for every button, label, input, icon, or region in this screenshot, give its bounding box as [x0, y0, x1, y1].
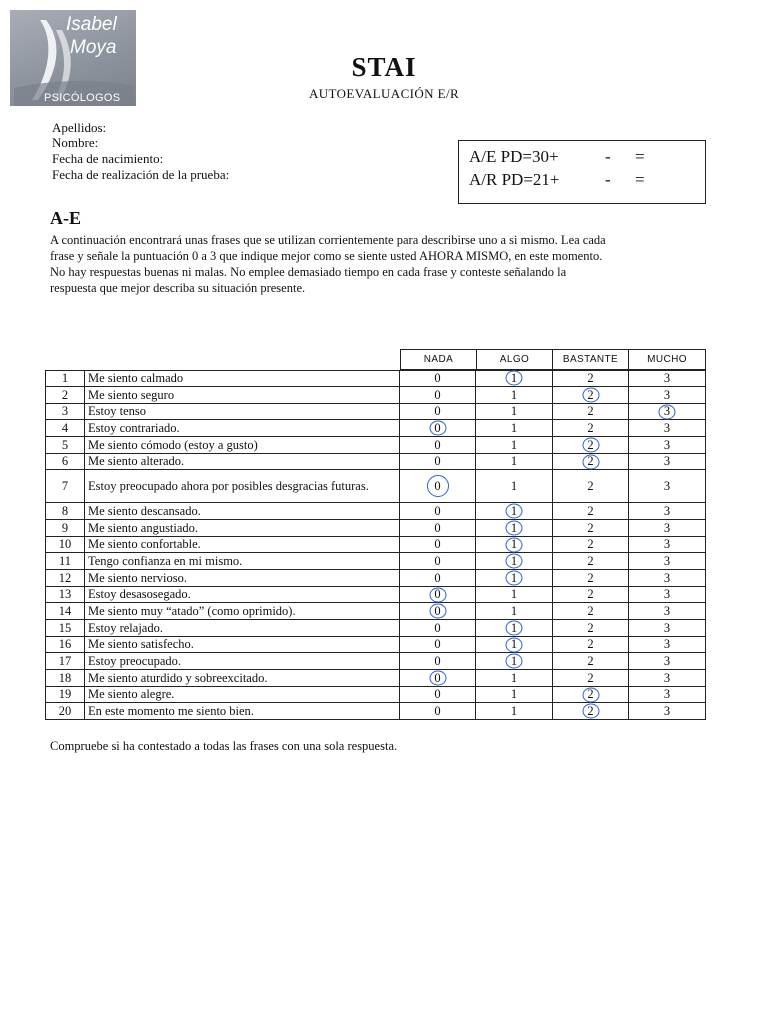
selected-mark-icon: [429, 587, 446, 602]
item-statement: Me siento aturdido y sobreexcitado.: [85, 670, 400, 686]
option-value: 0: [434, 703, 441, 718]
option-value: 1: [510, 387, 518, 402]
option-value: 0: [434, 503, 441, 518]
option-value: 3: [663, 520, 671, 535]
item-number: 9: [45, 520, 85, 536]
item-number: 4: [45, 420, 85, 436]
option-value: 3: [663, 478, 671, 493]
option-value: 0: [434, 604, 440, 619]
option-value: 0: [434, 454, 441, 468]
table-row: [45, 470, 706, 503]
option-value: 3: [663, 687, 671, 701]
item-statement: Estoy contrariado.: [85, 420, 400, 436]
option-value: 3: [663, 454, 671, 468]
item-statement: Me siento calmado: [85, 370, 400, 386]
item-number: 11: [45, 553, 85, 569]
option-value: 2: [587, 503, 594, 518]
answer-option[interactable]: [476, 637, 553, 652]
selected-mark-icon: [582, 704, 599, 719]
option-value: 0: [434, 620, 441, 635]
option-value: 0: [434, 421, 440, 436]
answer-option[interactable]: [629, 603, 706, 619]
item-statement: Me siento alegre.: [85, 687, 400, 702]
answer-option[interactable]: [400, 387, 476, 403]
answer-option[interactable]: [476, 520, 553, 536]
score-dash: -: [605, 147, 611, 166]
selected-mark-icon: [429, 671, 446, 686]
table-row: [45, 637, 706, 653]
item-number: 18: [45, 670, 85, 686]
item-statement: Estoy preocupado ahora por posibles desgracias futuras.: [85, 470, 400, 502]
answer-option[interactable]: [629, 620, 706, 636]
answer-option[interactable]: [629, 387, 706, 403]
item-statement: Me siento nervioso.: [85, 570, 400, 586]
item-statement: Estoy desasosegado.: [85, 587, 400, 602]
item-number: 19: [45, 687, 85, 702]
score-dash: -: [605, 170, 611, 189]
option-value: 2: [587, 454, 593, 469]
option-value: 2: [587, 420, 594, 435]
item-number: 7: [45, 470, 85, 502]
answer-option[interactable]: [476, 687, 553, 702]
option-value: 1: [511, 521, 517, 536]
answer-option[interactable]: [476, 537, 553, 552]
option-value: 0: [434, 570, 441, 585]
answer-option[interactable]: [629, 420, 706, 436]
item-number: 13: [45, 587, 85, 602]
option-value: 0: [434, 479, 440, 494]
table-row: [45, 670, 706, 687]
answer-option[interactable]: [476, 570, 553, 586]
option-value: 3: [663, 653, 671, 668]
answer-option[interactable]: [400, 587, 476, 602]
table-row: [45, 603, 706, 620]
item-statement: Me siento alterado.: [85, 454, 400, 469]
item-statement: Estoy tenso: [85, 404, 400, 419]
option-value: 3: [663, 670, 671, 685]
answer-option[interactable]: [400, 653, 476, 669]
field-fecha-nacimiento[interactable]: Fecha de nacimiento:: [52, 151, 164, 166]
option-value: 1: [511, 537, 517, 552]
table-row: [45, 553, 706, 570]
header-algo: ALGO: [476, 349, 553, 370]
answer-option[interactable]: [553, 637, 629, 652]
answer-option[interactable]: [629, 470, 706, 502]
option-value: 2: [587, 370, 594, 385]
answer-option[interactable]: [476, 503, 553, 519]
selected-mark-icon: [506, 504, 523, 519]
answer-option[interactable]: [629, 503, 706, 519]
answer-option[interactable]: [400, 470, 476, 502]
selected-mark-icon: [506, 554, 523, 569]
item-number: 14: [45, 603, 85, 619]
answer-option[interactable]: [553, 670, 629, 686]
answer-option[interactable]: [629, 587, 706, 602]
option-value: 3: [663, 570, 671, 585]
answer-option[interactable]: [629, 520, 706, 536]
header-mucho: MUCHO: [628, 349, 706, 370]
table-row: [45, 620, 706, 637]
table-row: [45, 370, 706, 387]
option-value: 0: [434, 671, 440, 686]
option-value: 3: [663, 537, 671, 551]
option-value: 1: [511, 637, 517, 652]
option-value: 3: [664, 404, 670, 419]
answer-option[interactable]: [400, 520, 476, 536]
item-statement: Me siento descansado.: [85, 503, 400, 519]
option-value: 0: [434, 520, 441, 535]
answer-option[interactable]: [476, 587, 553, 602]
score-box: [458, 140, 706, 204]
table-row: [45, 503, 706, 520]
answer-option[interactable]: [400, 570, 476, 586]
answer-option[interactable]: [629, 404, 706, 419]
option-value: 1: [510, 420, 518, 435]
option-value: 2: [587, 587, 594, 601]
answer-option[interactable]: [629, 570, 706, 586]
answer-option[interactable]: [553, 404, 629, 419]
answer-option[interactable]: [553, 387, 629, 403]
option-value: 1: [511, 571, 517, 586]
instructions-line: respuesta que mejor describa su situación presente.: [50, 281, 306, 295]
selected-mark-icon: [429, 604, 446, 619]
option-value: 0: [434, 370, 441, 385]
option-value: 3: [663, 387, 671, 402]
option-value: 1: [511, 654, 517, 669]
option-value: 1: [510, 478, 518, 493]
option-value: 2: [587, 520, 594, 535]
score-equals: =: [635, 170, 645, 189]
option-value: 2: [587, 704, 593, 719]
answer-option[interactable]: [400, 637, 476, 652]
option-value: 2: [587, 687, 593, 702]
selected-mark-icon: [582, 454, 599, 469]
header-bastante: BASTANTE: [552, 349, 629, 370]
item-statement: Me siento angustiado.: [85, 520, 400, 536]
selected-mark-icon: [582, 438, 599, 453]
option-value: 1: [510, 454, 518, 468]
answer-option[interactable]: [553, 437, 629, 453]
answer-option[interactable]: [400, 404, 476, 419]
option-value: 1: [511, 371, 517, 386]
answer-option[interactable]: [629, 670, 706, 686]
selected-mark-icon: [427, 475, 449, 497]
section-title: A-E: [50, 208, 81, 228]
selected-mark-icon: [429, 421, 446, 436]
table-row: [45, 703, 706, 720]
selected-mark-icon: [659, 404, 676, 419]
item-number: 8: [45, 503, 85, 519]
answer-option[interactable]: [400, 553, 476, 569]
item-statement: Estoy relajado.: [85, 620, 400, 636]
answer-option[interactable]: [553, 520, 629, 536]
option-value: 0: [434, 587, 440, 602]
item-number: 6: [45, 454, 85, 469]
table-row: [45, 437, 706, 454]
selected-mark-icon: [506, 521, 523, 536]
option-value: 2: [587, 438, 593, 453]
answer-option[interactable]: [476, 404, 553, 419]
header-nada: NADA: [400, 349, 477, 370]
answer-option[interactable]: [400, 537, 476, 552]
answer-option[interactable]: [553, 703, 629, 719]
option-value: 0: [434, 687, 441, 701]
option-value: 0: [434, 537, 441, 551]
answer-option[interactable]: [400, 620, 476, 636]
answer-option[interactable]: [476, 437, 553, 453]
answer-option[interactable]: [476, 620, 553, 636]
option-value: 2: [587, 404, 594, 418]
option-value: 2: [587, 670, 594, 685]
item-number: 16: [45, 637, 85, 652]
answer-option[interactable]: [476, 387, 553, 403]
answer-option[interactable]: [629, 703, 706, 719]
option-value: 2: [587, 653, 594, 668]
answer-option[interactable]: [476, 653, 553, 669]
option-value: 1: [510, 437, 518, 452]
selected-mark-icon: [506, 537, 523, 552]
table-row: [45, 570, 706, 587]
answer-option[interactable]: [400, 670, 476, 686]
selected-mark-icon: [506, 621, 523, 636]
answer-option[interactable]: [476, 603, 553, 619]
table-row: [45, 687, 706, 703]
field-nombre[interactable]: Nombre:: [52, 135, 99, 150]
option-value: 0: [434, 553, 441, 568]
option-value: 1: [511, 554, 517, 569]
item-statement: Me siento satisfecho.: [85, 637, 400, 652]
option-value: 0: [434, 387, 441, 402]
selected-mark-icon: [506, 637, 523, 652]
item-statement: Me siento muy “atado” (como oprimido).: [85, 603, 400, 619]
page-subtitle: AUTOEVALUACIÓN E/R: [308, 86, 460, 101]
item-statement: En este momento me siento bien.: [85, 703, 400, 719]
logo-name-line1: Isabel: [66, 14, 117, 35]
selected-mark-icon: [506, 371, 523, 386]
instructions-line: frase y señale la puntuación 0 a 3 que indique mejor como se siente usted AHORA MISMO, en este momento.: [50, 249, 603, 263]
answer-option[interactable]: [553, 570, 629, 586]
option-value: 3: [663, 437, 671, 452]
answer-option[interactable]: [553, 470, 629, 502]
score-label: A/R PD=21+: [469, 170, 560, 189]
table-row: [45, 387, 706, 404]
answer-option[interactable]: [629, 437, 706, 453]
answer-option[interactable]: [476, 703, 553, 719]
answer-option[interactable]: [553, 537, 629, 552]
item-number: 12: [45, 570, 85, 586]
answer-option[interactable]: [629, 454, 706, 469]
answer-option[interactable]: [476, 370, 553, 386]
option-value: 3: [663, 370, 671, 385]
item-statement: Tengo confianza en mi mismo.: [85, 553, 400, 569]
option-value: 0: [434, 404, 441, 418]
option-value: 2: [587, 637, 594, 651]
option-value: 0: [434, 437, 441, 452]
option-value: 2: [587, 553, 594, 568]
option-value: 1: [511, 621, 517, 636]
table-row: [45, 404, 706, 420]
answer-option[interactable]: [400, 437, 476, 453]
option-value: 2: [587, 478, 594, 493]
answer-option[interactable]: [476, 553, 553, 569]
answer-option[interactable]: [400, 503, 476, 519]
answer-option[interactable]: [553, 587, 629, 602]
answer-option[interactable]: [629, 653, 706, 669]
option-value: 3: [663, 703, 671, 718]
option-value: 1: [510, 603, 518, 618]
option-value: 2: [587, 620, 594, 635]
answer-option[interactable]: [476, 670, 553, 686]
answer-option[interactable]: [400, 454, 476, 469]
option-value: 0: [434, 653, 441, 668]
option-value: 1: [510, 687, 518, 701]
field-apellidos[interactable]: Apellidos:: [52, 120, 107, 135]
answer-option[interactable]: [629, 637, 706, 652]
answer-option[interactable]: [400, 703, 476, 719]
field-fecha-prueba[interactable]: Fecha de realización de la prueba:: [52, 167, 230, 182]
option-value: 3: [663, 553, 671, 568]
instructions-line: No hay respuestas buenas ni malas. No emplee demasiado tiempo en cada frase y conteste señalando la: [50, 265, 567, 279]
option-value: 3: [663, 587, 671, 601]
logo-subtitle: PSICÓLOGOS: [44, 92, 121, 104]
item-statement: Me siento seguro: [85, 387, 400, 403]
table-row: [45, 587, 706, 603]
item-number: 5: [45, 437, 85, 453]
selected-mark-icon: [506, 654, 523, 669]
option-value: 3: [663, 503, 671, 518]
answer-option[interactable]: [400, 603, 476, 619]
option-value: 1: [511, 504, 517, 519]
answer-option[interactable]: [629, 537, 706, 552]
item-number: 15: [45, 620, 85, 636]
logo-name-line2: Moya: [70, 37, 117, 58]
answer-option[interactable]: [629, 687, 706, 702]
table-row: [45, 454, 706, 470]
option-value: 3: [663, 603, 671, 618]
option-value: 2: [587, 570, 594, 585]
score-equals: =: [635, 147, 645, 166]
option-value: 2: [587, 388, 593, 403]
item-number: 2: [45, 387, 85, 403]
answer-option[interactable]: [553, 620, 629, 636]
option-value: 1: [510, 670, 518, 685]
answer-option[interactable]: [553, 553, 629, 569]
item-statement: Me siento confortable.: [85, 537, 400, 552]
table-row: [45, 653, 706, 670]
option-value: 1: [510, 404, 518, 418]
table-row: [45, 537, 706, 553]
item-statement: Estoy preocupado.: [85, 653, 400, 669]
selected-mark-icon: [582, 388, 599, 403]
answer-option[interactable]: [553, 503, 629, 519]
option-value: 2: [587, 537, 594, 551]
answer-option[interactable]: [553, 653, 629, 669]
item-statement: Me siento cómodo (estoy a gusto): [85, 437, 400, 453]
option-value: 1: [510, 703, 518, 718]
option-value: 1: [510, 587, 518, 601]
option-value: 3: [663, 620, 671, 635]
table-row: [45, 420, 706, 437]
answer-option[interactable]: [629, 370, 706, 386]
selected-mark-icon: [582, 687, 599, 702]
option-value: 0: [434, 637, 441, 651]
option-value: 2: [587, 603, 594, 618]
answer-option[interactable]: [476, 420, 553, 436]
answer-option[interactable]: [476, 454, 553, 469]
answer-option[interactable]: [400, 420, 476, 436]
item-number: 3: [45, 404, 85, 419]
option-value: 3: [663, 637, 671, 651]
answer-option[interactable]: [476, 470, 553, 502]
footer-note: Compruebe si ha contestado a todas las frases con una sola respuesta.: [50, 739, 398, 753]
answer-option[interactable]: [553, 687, 629, 702]
item-number: 17: [45, 653, 85, 669]
answer-option[interactable]: [553, 370, 629, 386]
answer-option[interactable]: [553, 603, 629, 619]
item-number: 1: [45, 370, 85, 386]
item-number: 10: [45, 537, 85, 552]
answer-option[interactable]: [400, 370, 476, 386]
page-title: STAI: [351, 52, 417, 82]
table-row: [45, 520, 706, 537]
answer-option[interactable]: [553, 420, 629, 436]
item-number: 20: [45, 703, 85, 719]
option-value: 3: [663, 420, 671, 435]
answer-option[interactable]: [400, 687, 476, 702]
instructions-line: A continuación encontrará unas frases que se utilizan corrientemente para describirse uno a si mismo. Lea cada: [50, 233, 606, 247]
selected-mark-icon: [506, 571, 523, 586]
answer-option[interactable]: [553, 454, 629, 469]
score-label: A/E PD=30+: [469, 147, 559, 166]
answer-option[interactable]: [629, 553, 706, 569]
